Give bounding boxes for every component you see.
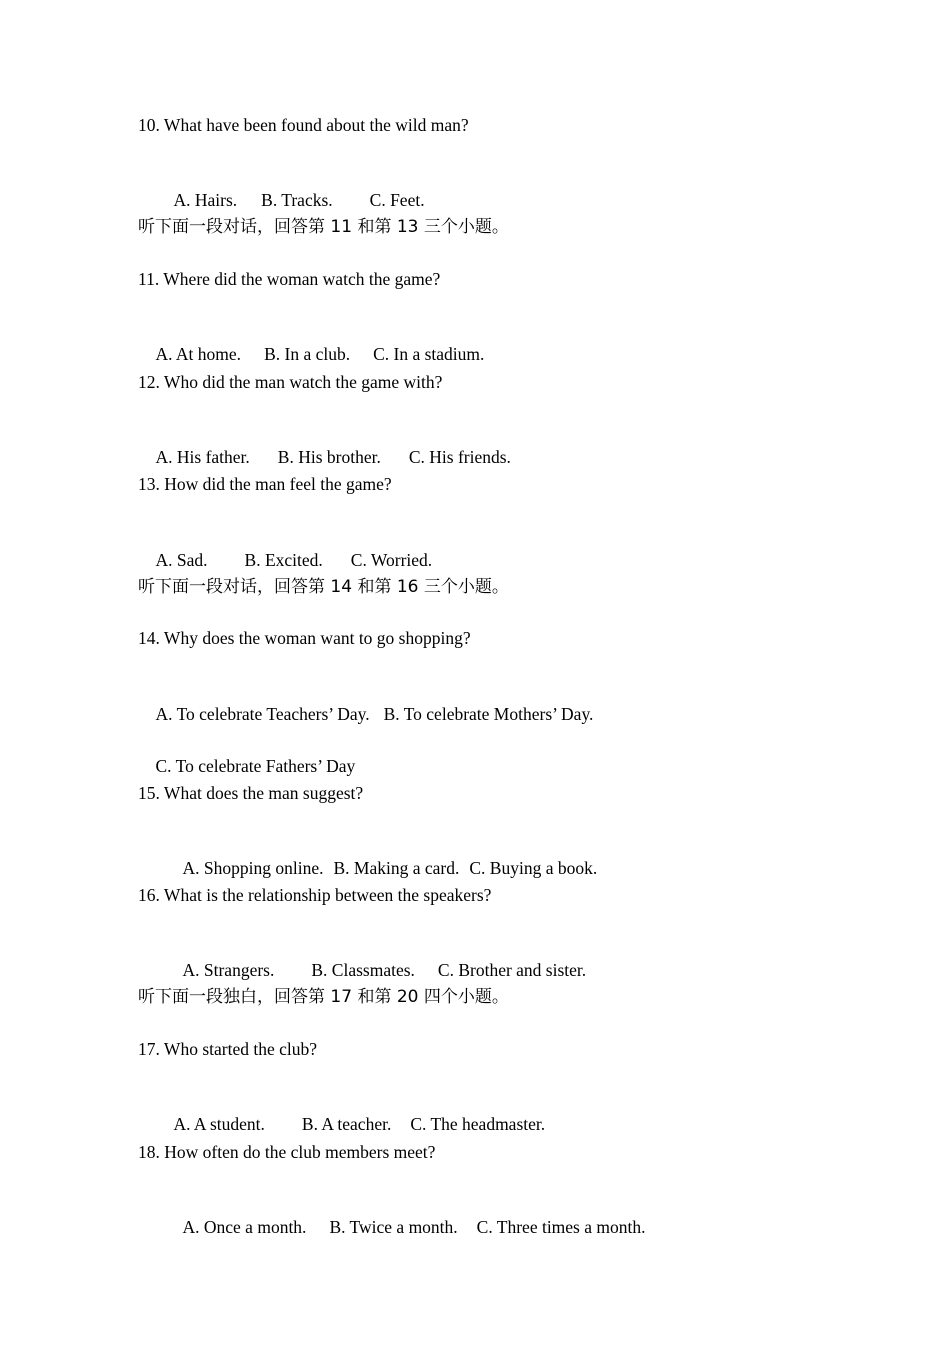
- question-18: 18. How often do the club members meet?: [138, 1142, 436, 1162]
- option-b: B. Tracks.: [261, 190, 333, 210]
- option-c: C. The headmaster.: [410, 1114, 546, 1134]
- option-a: A. Once a month.: [182, 1217, 307, 1237]
- option-a: A. Shopping online.: [182, 858, 324, 878]
- option-c: C. Brother and sister.: [437, 960, 587, 980]
- question-15: 15. What does the man suggest?: [138, 783, 364, 803]
- option-b: B. His brother.: [277, 447, 381, 467]
- option-b: B. Twice a month.: [329, 1217, 458, 1237]
- section-instruction: 听下面一段对话，回答第 11 和第 13 三个小题。: [138, 217, 509, 237]
- option-b: B. Excited.: [244, 550, 323, 570]
- option-b: B. Classmates.: [311, 960, 415, 980]
- option-b: B. In a club.: [264, 344, 351, 364]
- option-c: C. Worried.: [350, 550, 433, 570]
- option-c: C. Three times a month.: [476, 1217, 646, 1237]
- question-14: 14. Why does the woman want to go shopping?: [138, 628, 471, 648]
- option-a: A. Sad.: [155, 550, 208, 570]
- question-12: 12. Who did the man watch the game with?: [138, 372, 443, 392]
- option-a: A. His father.: [155, 447, 250, 467]
- option-c: C. To celebrate Fathers’ Day: [155, 756, 356, 776]
- option-c: C. Buying a book.: [469, 858, 598, 878]
- option-c: C. In a stadium.: [373, 344, 485, 364]
- option-c: C. Feet.: [369, 190, 425, 210]
- question-13: 13. How did the man feel the game?: [138, 474, 392, 494]
- option-a: A. Strangers.: [182, 960, 275, 980]
- question-18-options: [165, 1191, 646, 1263]
- option-b: B. Making a card.: [333, 858, 460, 878]
- option-a: A. Hairs.: [173, 190, 238, 210]
- question-16: 16. What is the relationship between the speakers?: [138, 885, 492, 905]
- option-a: A. At home.: [155, 344, 242, 364]
- section-instruction: 听下面一段独白，回答第 17 和第 20 四个小题。: [138, 987, 509, 1007]
- question-10: 10. What have been found about the wild man?: [138, 115, 469, 135]
- question-11: 11. Where did the woman watch the game?: [138, 269, 441, 289]
- option-b: B. To celebrate Mothers’ Day.: [383, 704, 594, 724]
- section-instruction: 听下面一段对话，回答第 14 和第 16 三个小题。: [138, 577, 509, 597]
- option-b: B. A teacher.: [301, 1114, 392, 1134]
- option-c: C. His friends.: [408, 447, 511, 467]
- option-a: A. To celebrate Teachers’ Day.: [155, 704, 370, 724]
- option-a: A. A student.: [173, 1114, 265, 1134]
- question-17: 17. Who started the club?: [138, 1039, 317, 1059]
